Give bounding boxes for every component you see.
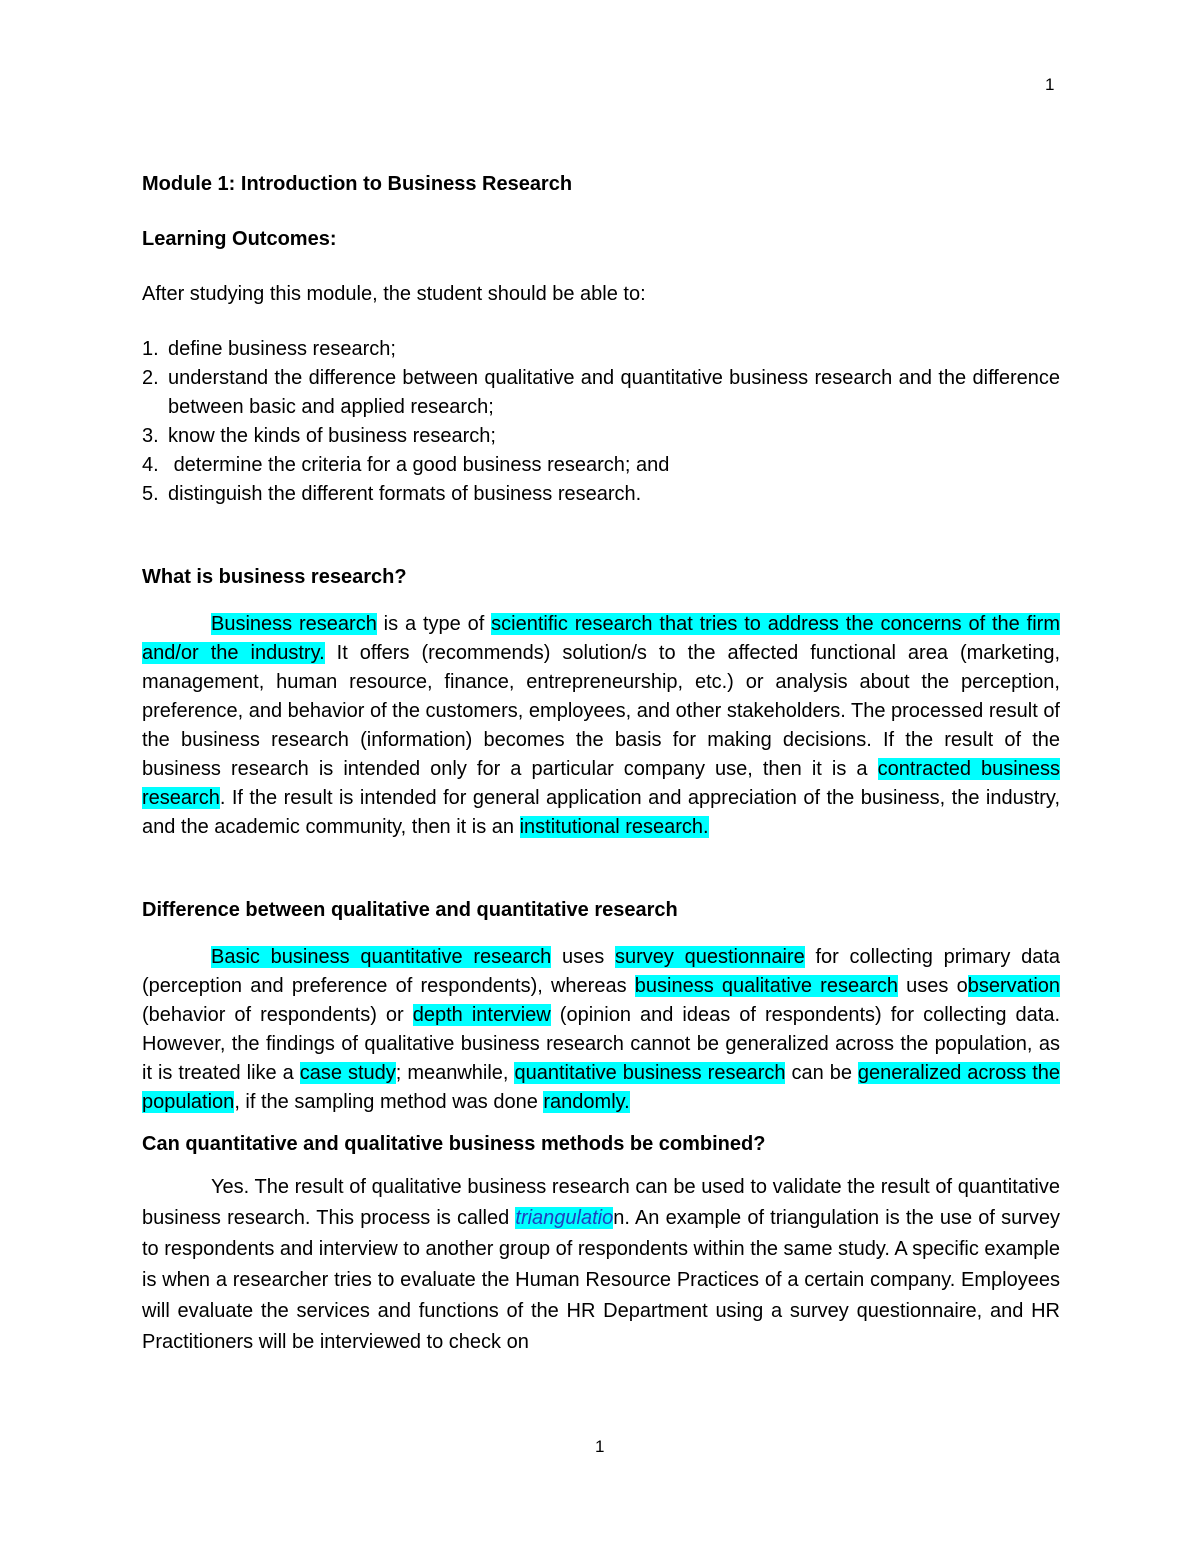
list-text: determine the criteria for a good business research; and <box>168 454 670 476</box>
highlight-term: Basic business quantitative research <box>211 946 552 968</box>
highlight-term: bservation <box>967 975 1061 997</box>
list-item <box>142 364 1060 422</box>
paragraph-difference: Basic business quantitative research uses survey questionnaire for collecting primary data (perception and preference of respondents), whereas business qualitative research uses observation (behavior of respondents) or depth interview (opinion and ideas of respondents) for collecting data. However, the findings of qualitative business research cannot be generalized across the population, as it is treated like a case study; meanwhile, quantitative business research can be generalized across the population, if the sampling method was done randomly. <box>142 946 1061 1113</box>
list-number: 1. <box>142 338 159 360</box>
list-item <box>142 480 1060 509</box>
highlight-term: business qualitative research <box>634 975 898 997</box>
list-number: 2. <box>142 367 159 389</box>
section-heading-combined: Can quantitative and qualitative business methods be combined? <box>142 1133 766 1155</box>
highlight-term: contracted business research <box>142 758 1060 809</box>
highlight-term: scientific research that tries to address the concerns of the firm and/or the industry. <box>142 613 1060 664</box>
highlight-term: institutional research. <box>519 816 709 838</box>
list-number: 4. <box>142 454 159 476</box>
highlight-term: Business research <box>211 613 377 635</box>
intro-line: After studying this module, the student should be able to: <box>142 283 646 305</box>
section-heading-what-is: What is business research? <box>142 566 407 588</box>
list-text: distinguish the different formats of business research. <box>168 483 642 505</box>
paragraph-combined: Yes. The result of qualitative business research can be used to validate the result of quantitative business research. This process is called triangulation. An example of triangulation is the use of survey to respondents and interview to another group of respondents within the same study. A specific example is when a researcher tries to evaluate the Human Resource Practices of a certain company. Employees will evaluate the services and functions of the HR Department using a survey questionnaire, and HR Practitioners will be interviewed to check on <box>142 1176 1060 1353</box>
document-body <box>142 170 1060 1358</box>
module-title: Module 1: Introduction to Business Research <box>142 173 573 195</box>
list-item <box>142 335 1060 364</box>
page-number-bottom: 1 <box>595 1437 605 1456</box>
list-text: define business research; <box>168 338 396 360</box>
list-number: 3. <box>142 425 159 447</box>
list-text: understand the difference between qualitative and quantitative business research and the difference between basic and applied research; <box>168 367 1060 418</box>
list-text: know the kinds of business research; <box>168 425 496 447</box>
highlight-term: randomly. <box>543 1091 630 1113</box>
highlight-term: survey questionnaire <box>614 946 805 968</box>
section-heading-difference: Difference between qualitative and quantitative research <box>142 899 678 921</box>
page-number-top: 1 <box>1045 75 1055 94</box>
list-item <box>142 451 1060 480</box>
list-number: 5. <box>142 483 159 505</box>
highlight-term: quantitative business research <box>514 1062 786 1084</box>
learning-outcomes-list <box>142 335 1060 509</box>
highlight-term: generalized across the population <box>142 1062 1061 1113</box>
highlight-term: depth interview <box>412 1004 551 1026</box>
learning-outcomes-heading: Learning Outcomes: <box>142 228 337 250</box>
highlight-term: case study <box>299 1062 396 1084</box>
paragraph-what-is: Business research is a type of scientific research that tries to address the concerns of the firm and/or the industry. It offers (recommends) solution/s to the affected functional area (marketing, management, human resource, finance, entrepreneurship, etc.) or analysis about the perception, preference, and behavior of the customers, employees, and other stakeholders. The processed result of the business research (information) becomes the basis for making decisions. If the result of the business research is intended only for a particular company use, then it is a contracted business research. If the result is intended for general application and appreciation of the business, the industry, and the academic community, then it is an institutional research. <box>142 613 1060 838</box>
highlight-term-italic: triangulatio <box>515 1207 614 1229</box>
list-item <box>142 422 1060 451</box>
